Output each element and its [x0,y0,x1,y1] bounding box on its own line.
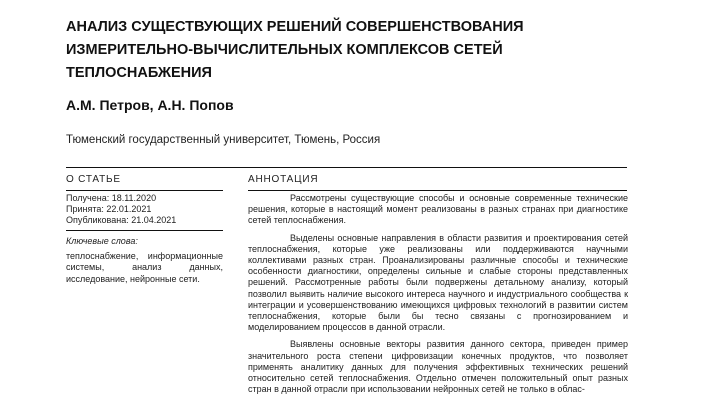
title-line: ТЕПЛОСНАБЖЕНИЯ [66,65,212,81]
keywords: теплоснабжение, информационные системы, анализ данных, исследование, нейронные сети. [66,251,223,284]
about-heading: О СТАТЬЕ [66,174,121,185]
dates-divider [66,230,223,231]
top-divider [66,167,627,168]
received-date: Получена: 18.11.2020 [66,193,157,203]
abstract-body [248,193,628,401]
accepted-date: Принята: 22.01.2021 [66,204,152,214]
abstract-paragraph: Выявлены основные векторы развития данного сектора, приведен пример значительного роста степени цифровизации конечных продуктов, что позволяет применять аналитику данных для получения эффективных технических решений относительно сетей теплоснабжения. Отдельно отмечен положительный опыт разных стран в данной отрасли при использовании нейронных сетей не только в облас- [248,339,628,395]
keywords-label: Ключевые слова: [66,236,138,246]
authors: А.М. Петров, А.Н. Попов [66,97,234,113]
title-line: ИЗМЕРИТЕЛЬНО-ВЫЧИСЛИТЕЛЬНЫХ КОМПЛЕКСОВ СЕТЕЙ [66,42,503,58]
abstract-paragraph: Рассмотрены существующие способы и основные современные технические решения, которые в настоящий момент реализованы в разных странах при диагностике сетей теплоснабжения. [248,193,628,226]
about-divider [66,190,223,191]
abstract-heading: АННОТАЦИЯ [248,174,319,185]
published-date: Опубликована: 21.04.2021 [66,215,177,225]
affiliation: Тюменский государственный университет, Тюмень, Россия [66,134,381,146]
abstract-divider [248,190,627,191]
title-line: АНАЛИЗ СУЩЕСТВУЮЩИХ РЕШЕНИЙ СОВЕРШЕНСТВОВАНИЯ [66,19,524,35]
article-title [66,16,626,85]
abstract-paragraph: Выделены основные направления в области развития и проектирования сетей теплоснабжения, которые уже реализованы или поддерживаются научными коллективами разных стран. Проанализированы различные способы и технические особенности диагностики, определены сильные и слабые стороны представленных решений. Рассмотренные работы были подвержены детальному анализу, который позволил выявить наличие высокого интереса научного и индустриального сообщества к интеграции и усовершенствованию имеющихся цифровых технологий в развитии систем теплоснабжения, которые были бы тесно связаны с прогнозированием и моделированием процессов в данной отрасли. [248,232,628,333]
